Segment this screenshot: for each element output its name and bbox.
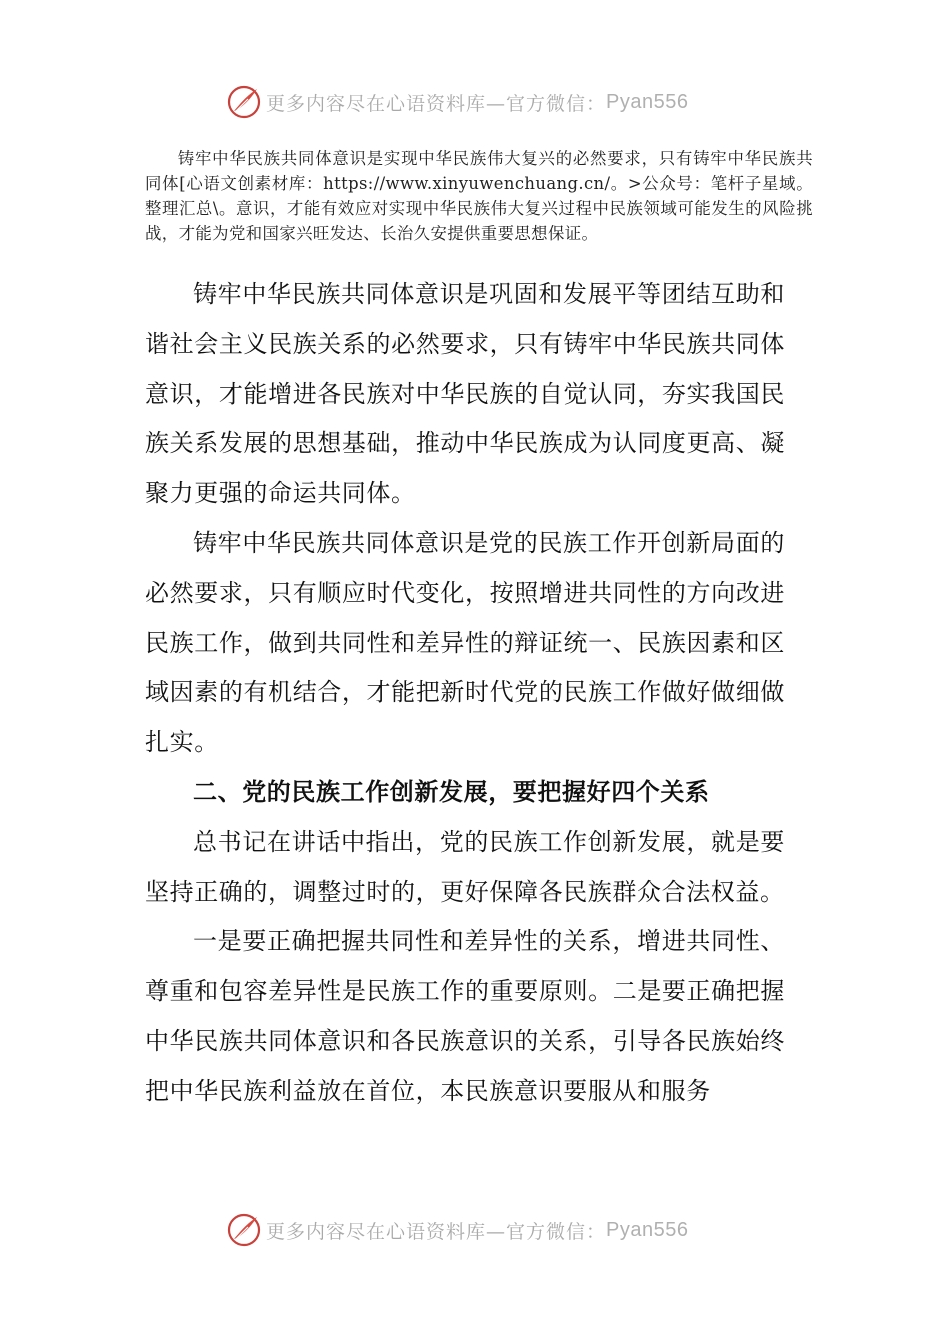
banner-wechat-id: Pyan556 — [606, 1218, 689, 1241]
body-paragraph: 铸牢中华民族共同体意识是巩固和发展平等团结互助和谐社会主义民族关系的必然要求，只有铸牢中华民族共同体意识，才能增进各民族对中华民族的自觉认同，夯实我国民族关系发展的思想基础，推动中华民族成为认同度更高、凝聚力更强的命运共同体。 — [145, 280, 785, 508]
footer-banner — [226, 1212, 688, 1248]
banner-wechat-id: Pyan556 — [606, 90, 689, 113]
body-paragraph: 一是要正确把握共同性和差异性的关系，增进共同性、尊重和包容差异性是民族工作的重要原则。二是要正确把握中华民族共同体意识和各民族意识的关系，引导各民族始终把中华民族利益放在首位，本民族意识要服从和服务 — [145, 927, 785, 1105]
body-paragraph: 铸牢中华民族共同体意识是党的民族工作开创新局面的必然要求，只有顺应时代变化，按照增进共同性的方向改进民族工作，做到共同性和差异性的辩证统一、民族因素和区域因素的有机结合，才能把新时代党的民族工作做好做细做扎实。 — [145, 528, 785, 757]
body-paragraph: 总书记在讲话中指出，党的民族工作创新发展，就是要坚持正确的，调整过时的，更好保障各民族群众合法权益。 — [145, 827, 785, 906]
document-body — [145, 270, 785, 1117]
intro-paragraph: 铸牢中华民族共同体意识是实现中华民族伟大复兴的必然要求，只有铸牢中华民族共同体[心语文创素材库：https://www.xinyuwenchuang.cn/。>公众号：笔杆子星域。整理汇总\。意识，才能有效应对实现中华民族伟大复兴过程中民族领域可能发生的风险挑战，才能为党和国家兴旺发达、长治久安提供重要思想保证。 — [145, 149, 813, 243]
banner-text: 更多内容尽在心语资料库—官方微信： — [266, 92, 607, 115]
banner-text: 更多内容尽在心语资料库—官方微信： — [266, 1220, 607, 1243]
section-heading: 二、党的民族工作创新发展，要把握好四个关系 — [193, 777, 710, 806]
header-banner — [226, 84, 688, 120]
quill-logo-icon — [226, 84, 262, 120]
quill-logo-icon — [226, 1212, 262, 1248]
